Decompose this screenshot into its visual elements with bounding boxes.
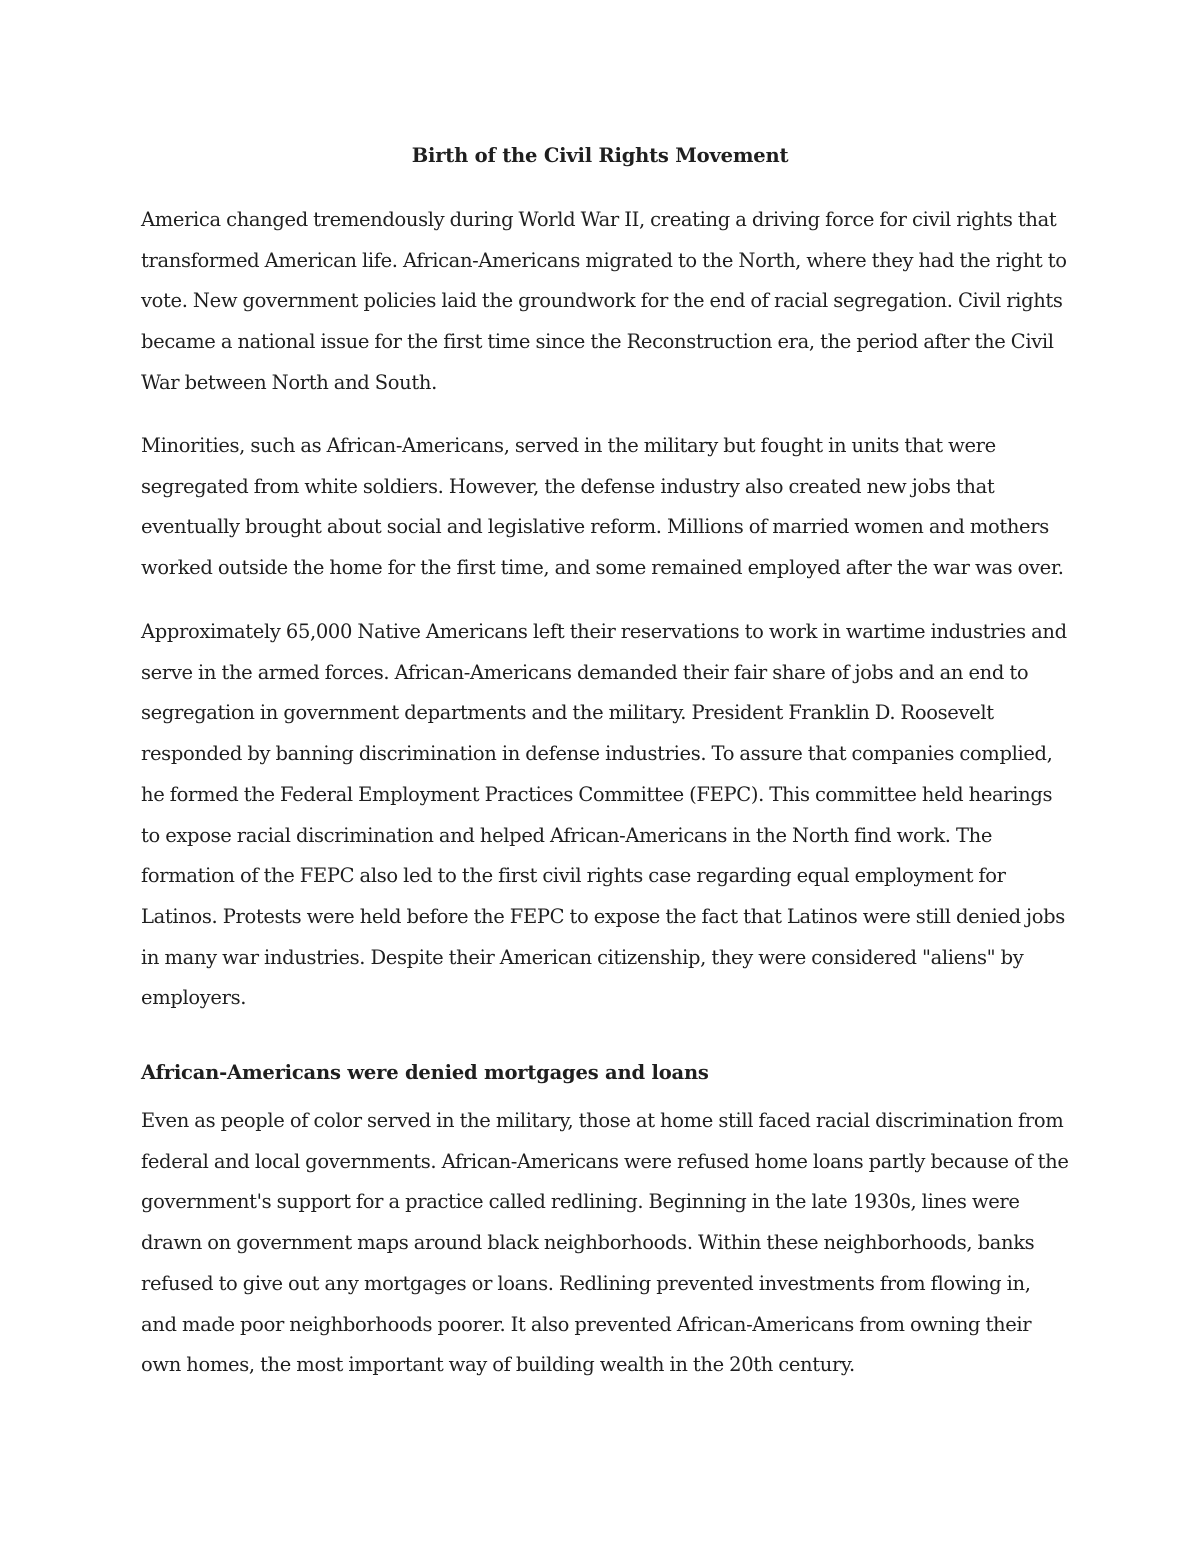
paragraph-world-war-ii: America changed tremendously during World War II, creating a driving force for civil rights that transformed American life. African-Americans migrated to the North, where they had the right to vote. New government policies laid the groundwork for the end of racial segregation. Civil rights became a national issue for the first time since the Reconstruction era, the period after the Civil War between North and South.	[141, 208, 1067, 394]
section-heading-mortgages: African-Americans were denied mortgages and loans	[141, 1061, 709, 1084]
document-title: Birth of the Civil Rights Movement	[411, 144, 789, 167]
paragraph-minorities-military: Minorities, such as African-Americans, served in the military but fought in units that were segregated from white soldiers. However, the defense industry also created new jobs that eventually brought about social and legislative reform. Millions of married women and mothers worked outside the home for the first time, and some remained employed after the war was over.	[141, 434, 1064, 580]
paragraph-native-americans-fepc: Approximately 65,000 Native Americans left their reservations to work in wartime industries and serve in the armed forces. African-Americans demanded their fair share of jobs and an end to segregation in government departments and the military. President Franklin D. Roosevelt responded by banning discrimination in defense industries. To assure that companies complied, he formed the Federal Employment Practices Committee (FEPC). This committee held hearings to expose racial discrimination and helped African-Americans in the North find work. The formation of the FEPC also led to the first civil rights case regarding equal employment for Latinos. Protests were held before the FEPC to expose the fact that Latinos were still denied jobs in many war industries. Despite their American citizenship, they were considered "aliens" by employers.	[141, 620, 1067, 1010]
paragraph-redlining: Even as people of color served in the military, those at home still faced racial discrimination from federal and local governments. African-Americans were refused home loans partly because of the government's support for a practice called redlining. Beginning in the late 1930s, lines were drawn on government maps around black neighborhoods. Within these neighborhoods, banks refused to give out any mortgages or loans. Redlining prevented investments from flowing in, and made poor neighborhoods poorer. It also prevented African-Americans from owning their own homes, the most important way of building wealth in the 20th century.	[141, 1109, 1069, 1377]
